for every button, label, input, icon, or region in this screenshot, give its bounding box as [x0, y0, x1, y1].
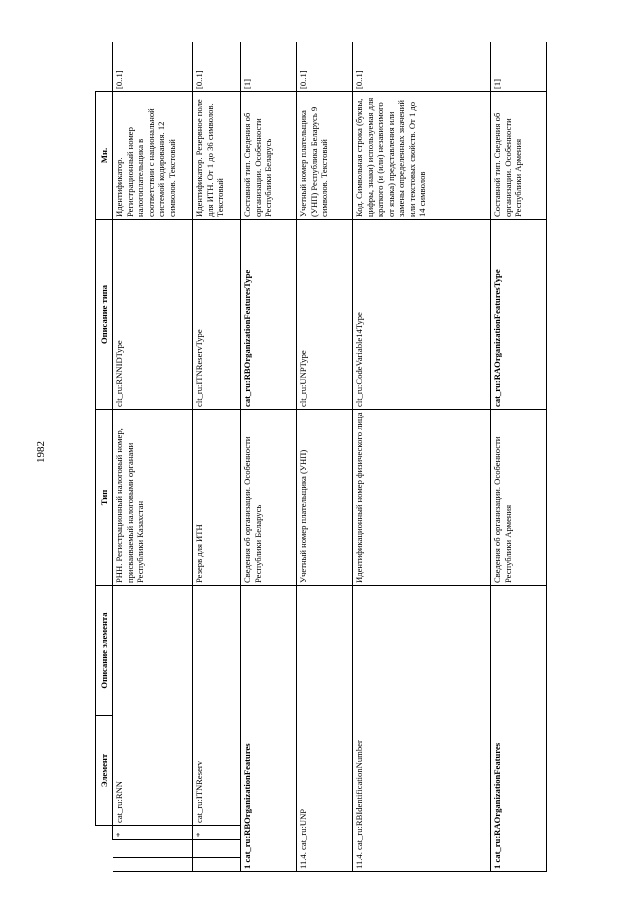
header-type: Тип: [96, 410, 113, 586]
multiplicity: [1]: [491, 42, 547, 92]
table-row: [113, 42, 193, 872]
element-table: [95, 42, 547, 872]
multiplicity: [0..1]: [353, 42, 491, 92]
indent-cell: [193, 840, 241, 858]
multiplicity: [0..1]: [297, 42, 353, 92]
type-description: clt_ru:ITNReservType: [193, 220, 241, 410]
table-row: [193, 42, 241, 872]
header-element-description: Описание элемента: [96, 586, 113, 716]
element-description: Идентификатор. Регистрационный номер налогоплательщика в соответствии с национальной системой кодирования. 12 символов. Текстовый: [113, 92, 193, 220]
multiplicity: [1]: [241, 42, 297, 92]
element-description: Код. Символьная строка (буквы, цифры, знаки) используемая для краткого (и (или) независимого от языка) представления или замены определенных значений или текстовых свойств. От 1 до 14 символов: [353, 92, 491, 220]
element-type: Резерв для ИТН: [193, 410, 241, 586]
element-name: cat_ru:RNN: [113, 586, 193, 826]
indent-cell: [113, 858, 193, 872]
table-row: [241, 42, 297, 872]
element-type: Учетный номер плательщика (УНП): [297, 410, 353, 586]
level-marker: 1: [492, 864, 503, 869]
header-description: Мн.: [96, 92, 113, 220]
header-blank: [96, 42, 113, 92]
element-name-cell: [297, 586, 353, 872]
element-name: cat_ru:ITNReserv: [193, 586, 241, 826]
element-name: cat_ru:UNP: [298, 808, 309, 850]
table-row: [353, 42, 491, 872]
element-name-cell: [491, 586, 547, 872]
element-name-cell: [241, 586, 297, 872]
type-description: clt_ru:CodeVariable14Type: [353, 220, 491, 410]
type-description: cat_ru:RBOrganizationFeaturesType: [241, 220, 297, 410]
element-description: Учетный номер плательщика (УНП) Республика Беларусь 9 символов. Текстовый: [297, 92, 353, 220]
level-marker: *: [113, 826, 193, 840]
element-name: cat_ru:RBOrganizationFeatures: [242, 743, 253, 863]
element-type: РНН. Регистрационный налоговый номер, присваиваемый налоговыми органами Республики Казахстан: [113, 410, 193, 586]
multiplicity: [0..1]: [113, 42, 193, 92]
header-spacer: [96, 826, 113, 872]
level-marker: 11.4.: [298, 852, 309, 869]
rotated-table-container: [95, 42, 555, 872]
element-name: cat_ru:RAOrganizationFeatures: [492, 742, 503, 863]
element-description: Составной тип. Сведения об организации. Особенности Республики Армения: [491, 92, 547, 220]
element-name: cat_ru:RBIdentificationNumber: [354, 740, 365, 850]
element-type: Идентификационный номер физического лица: [353, 410, 491, 586]
header-type-description: Описание типа: [96, 220, 113, 410]
page-number: 1982: [35, 441, 47, 463]
level-marker: 11.4.: [354, 852, 365, 869]
element-type: Сведения об организации. Особенности Республики Беларусь: [241, 410, 297, 586]
element-description: Идентификатор. Резервное поле для ИТН. От 1 до 36 символов. Текстовый: [193, 92, 241, 220]
element-name-cell: [353, 586, 491, 872]
type-description: clt_ru:RNNIDType: [113, 220, 193, 410]
table-wrapper: [95, 42, 555, 872]
type-description: cat_ru:RAOrganizationFeaturesType: [491, 220, 547, 410]
multiplicity: [0..1]: [193, 42, 241, 92]
header-element: Элемент: [96, 716, 113, 826]
element-description: Составной тип. Сведения об организации. Особенности Республики Беларусь: [241, 92, 297, 220]
level-marker: *: [193, 826, 241, 840]
type-description: clt_ru:UNPType: [297, 220, 353, 410]
indent-cell: [113, 840, 193, 858]
table-row: [491, 42, 547, 872]
table-row: [297, 42, 353, 872]
level-marker: 1: [242, 864, 253, 869]
header-row: [96, 42, 113, 872]
indent-cell: [193, 858, 241, 872]
element-type: Сведения об организации. Особенности Республики Армения: [491, 410, 547, 586]
